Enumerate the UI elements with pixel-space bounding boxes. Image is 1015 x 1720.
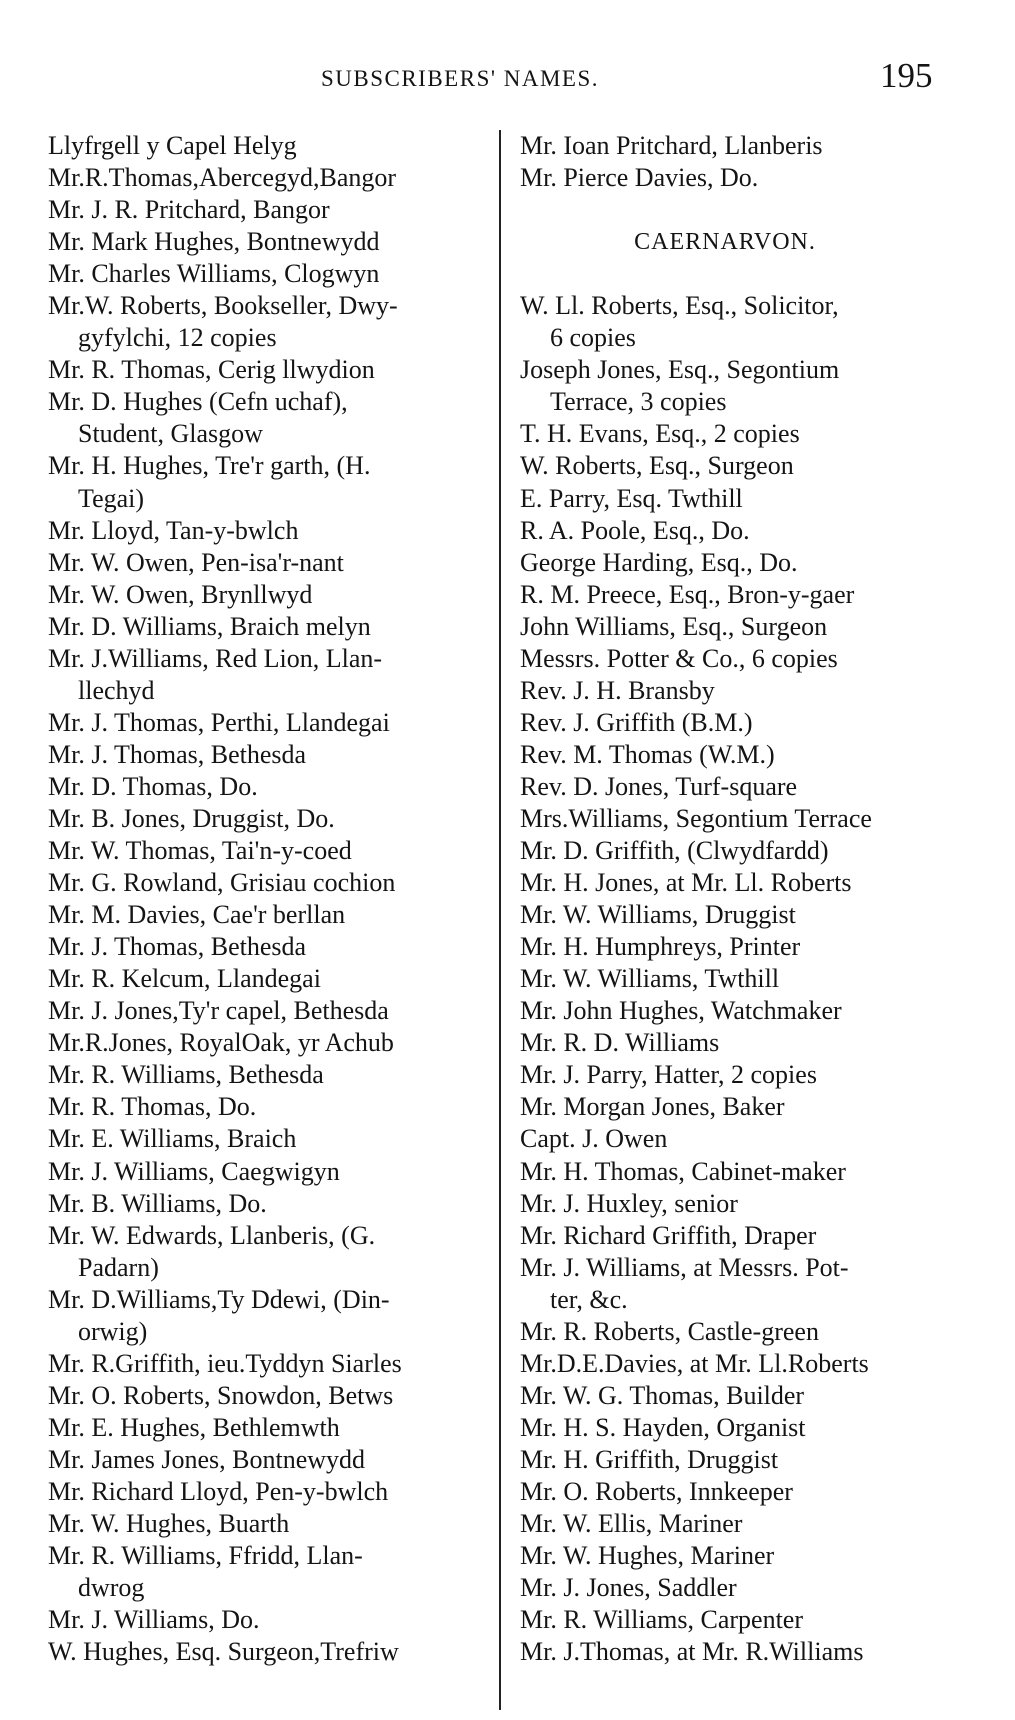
subscriber-entry-continuation: orwig) bbox=[78, 1316, 148, 1346]
subscriber-entry: Mr. R.Griffith, ieu.Tyddyn Siarles bbox=[48, 1348, 402, 1378]
subscriber-entry: Rev. J. H. Bransby bbox=[520, 675, 715, 705]
subscriber-entry: Mr. J. R. Pritchard, Bangor bbox=[48, 195, 330, 225]
subscriber-entry-continuation: llechyd bbox=[78, 675, 155, 705]
subscriber-entry: Mr. J. Jones,Ty'r capel, Bethesda bbox=[48, 996, 389, 1026]
subscriber-entry: Mr. D. Williams, Braich melyn bbox=[48, 611, 371, 641]
subscriber-entry: John Williams, Esq., Surgeon bbox=[520, 611, 828, 641]
subscriber-entry-continuation: ter, &c. bbox=[550, 1284, 628, 1314]
subscriber-entry: Mr. D.Williams,Ty Ddewi, (Din- bbox=[48, 1284, 390, 1314]
subscriber-entry: Mr. D. Thomas, Do. bbox=[48, 771, 258, 801]
page-number: 195 bbox=[880, 56, 933, 95]
subscriber-entry: R. M. Preece, Esq., Bron-y-gaer bbox=[520, 579, 855, 609]
subscriber-entry: Mr. E. Williams, Braich bbox=[48, 1124, 297, 1154]
subscriber-entry: Mr. H. Thomas, Cabinet-maker bbox=[520, 1156, 846, 1186]
subscriber-entry: Mr. J.Williams, Red Lion, Llan- bbox=[48, 643, 383, 673]
subscriber-entry: Mr. Morgan Jones, Baker bbox=[520, 1092, 785, 1122]
subscriber-entry: Mr. W. Williams, Twthill bbox=[520, 964, 780, 994]
subscriber-entry: Mr. James Jones, Bontnewydd bbox=[48, 1444, 366, 1474]
subscriber-entry: Mr. B. Williams, Do. bbox=[48, 1188, 267, 1218]
subscriber-entry: Mr. O. Roberts, Innkeeper bbox=[520, 1476, 793, 1506]
right-column-caernarvon-list bbox=[520, 290, 950, 1668]
subscriber-entry: Mr. W. Hughes, Mariner bbox=[520, 1541, 775, 1571]
subscriber-entry: Mr. Lloyd, Tan-y-bwlch bbox=[48, 515, 299, 545]
subscriber-entry: Mr. D. Hughes (Cefn uchaf), bbox=[48, 387, 348, 417]
subscriber-entry: Mr. H. Griffith, Druggist bbox=[520, 1444, 779, 1474]
section-heading-caernarvon: CAERNARVON. bbox=[634, 229, 816, 256]
subscriber-entry: Mr.D.E.Davies, at Mr. Ll.Roberts bbox=[520, 1348, 869, 1378]
subscriber-entry: Mr. Ioan Pritchard, Llanberis bbox=[520, 131, 823, 160]
subscriber-entry-continuation: Padarn) bbox=[78, 1252, 159, 1282]
subscriber-entry: Mr. G. Rowland, Grisiau cochion bbox=[48, 868, 396, 898]
subscriber-entry: Mr. R. Kelcum, Llandegai bbox=[48, 964, 321, 994]
subscriber-entry: W. Hughes, Esq. Surgeon,Trefriw bbox=[48, 1637, 399, 1667]
subscriber-entry: Mr. Richard Griffith, Draper bbox=[520, 1220, 817, 1250]
subscriber-entry: R. A. Poole, Esq., Do. bbox=[520, 515, 750, 545]
subscriber-entry: Rev. J. Griffith (B.M.) bbox=[520, 707, 753, 737]
subscriber-entry: Mr. J. Thomas, Bethesda bbox=[48, 932, 307, 962]
subscriber-entry-continuation: Tegai) bbox=[78, 483, 145, 513]
subscriber-entry: Mr. John Hughes, Watchmaker bbox=[520, 996, 842, 1026]
subscriber-entry: E. Parry, Esq. Twthill bbox=[520, 483, 743, 513]
subscriber-entry: Mr. W. Owen, Brynllwyd bbox=[48, 579, 313, 609]
subscriber-entry: Mr. J. Williams, Do. bbox=[48, 1605, 260, 1635]
subscriber-entry: W. Ll. Roberts, Esq., Solicitor, bbox=[520, 291, 839, 321]
subscriber-entry-continuation: 6 copies bbox=[550, 323, 636, 353]
subscriber-entry: Mr. W. Ellis, Mariner bbox=[520, 1509, 743, 1539]
blank-line bbox=[520, 194, 950, 226]
subscriber-entry: Mr. J. Parry, Hatter, 2 copies bbox=[520, 1060, 817, 1090]
subscriber-entry: Mr. M. Davies, Cae'r berllan bbox=[48, 900, 346, 930]
subscriber-entry: Mr.R.Thomas,Abercegyd,Bangor bbox=[48, 163, 397, 193]
subscriber-entry: Mr. H. Humphreys, Printer bbox=[520, 932, 801, 962]
subscriber-entry: Mr. D. Griffith, (Clwydfardd) bbox=[520, 836, 829, 866]
subscriber-entry: Mr. J. Thomas, Bethesda bbox=[48, 739, 307, 769]
subscriber-entry: Mr. J.Thomas, at Mr. R.Williams bbox=[520, 1637, 864, 1667]
subscriber-entry: Mr. W. G. Thomas, Builder bbox=[520, 1380, 805, 1410]
subscriber-entry: Mr. J. Huxley, senior bbox=[520, 1188, 738, 1218]
subscriber-entry: Mr. R. Williams, Ffridd, Llan- bbox=[48, 1541, 363, 1571]
subscriber-entry: Mr. O. Roberts, Snowdon, Betws bbox=[48, 1380, 394, 1410]
subscriber-entry: Mr. J. Thomas, Perthi, Llandegai bbox=[48, 707, 390, 737]
subscriber-entry: Mr. Richard Lloyd, Pen-y-bwlch bbox=[48, 1476, 389, 1506]
subscriber-entry: Mr. W. Edwards, Llanberis, (G. bbox=[48, 1220, 376, 1250]
subscriber-entry: Mr. Mark Hughes, Bontnewydd bbox=[48, 227, 380, 257]
subscriber-entry: George Harding, Esq., Do. bbox=[520, 547, 798, 577]
subscriber-entry: Llyfrgell y Capel Helyg bbox=[48, 131, 297, 160]
subscriber-entry: Mr. E. Hughes, Bethlemwth bbox=[48, 1412, 340, 1442]
subscriber-entry: W. Roberts, Esq., Surgeon bbox=[520, 451, 794, 481]
subscriber-entry: T. H. Evans, Esq., 2 copies bbox=[520, 419, 800, 449]
subscriber-entry: Mr. R. Roberts, Castle-green bbox=[520, 1316, 819, 1346]
subscriber-entry: Joseph Jones, Esq., Segontium bbox=[520, 355, 840, 385]
subscriber-entry: Mr. Charles Williams, Clogwyn bbox=[48, 259, 380, 289]
subscriber-entry: Rev. M. Thomas (W.M.) bbox=[520, 739, 775, 769]
blank-line bbox=[520, 258, 950, 290]
subscriber-entry: Mr. R. D. Williams bbox=[520, 1028, 720, 1058]
subscriber-entry: Mr. J. Jones, Saddler bbox=[520, 1573, 737, 1603]
subscriber-entry-continuation: dwrog bbox=[78, 1573, 145, 1603]
subscriber-entry-continuation: Student, Glasgow bbox=[78, 419, 263, 449]
subscriber-entry: Mr. W. Hughes, Buarth bbox=[48, 1509, 290, 1539]
subscriber-entry: Messrs. Potter & Co., 6 copies bbox=[520, 643, 838, 673]
subscriber-entry: Mr. J. Williams, Caegwigyn bbox=[48, 1156, 340, 1186]
subscriber-entry: Mrs.Williams, Segontium Terrace bbox=[520, 803, 872, 833]
subscriber-entry: Rev. D. Jones, Turf-square bbox=[520, 771, 798, 801]
subscriber-entry: Mr. W. Williams, Druggist bbox=[520, 900, 796, 930]
subscriber-entry: Mr.W. Roberts, Bookseller, Dwy- bbox=[48, 291, 398, 321]
subscriber-entry: Mr. Pierce Davies, Do. bbox=[520, 163, 759, 193]
subscriber-entry: Mr. W. Owen, Pen-isa'r-nant bbox=[48, 547, 344, 577]
left-column bbox=[48, 130, 488, 1668]
subscriber-entry: Mr.R.Jones, RoyalOak, yr Achub bbox=[48, 1028, 394, 1058]
subscriber-entry: Mr. R. Thomas, Cerig llwydion bbox=[48, 355, 375, 385]
subscriber-entry: Mr. R. Williams, Carpenter bbox=[520, 1605, 803, 1635]
subscriber-entry: Mr. H. S. Hayden, Organist bbox=[520, 1412, 806, 1442]
right-column-top-list bbox=[520, 130, 950, 194]
subscriber-entry: Capt. J. Owen bbox=[520, 1124, 668, 1154]
subscriber-entry: Mr. J. Williams, at Messrs. Pot- bbox=[520, 1252, 849, 1282]
page-header-title: SUBSCRIBERS' NAMES. bbox=[320, 66, 600, 91]
right-column bbox=[520, 130, 950, 1668]
subscriber-entry-continuation: gyfylchi, 12 copies bbox=[78, 323, 277, 353]
subscriber-entry: Mr. R. Thomas, Do. bbox=[48, 1092, 257, 1122]
subscriber-entry: Mr. W. Thomas, Tai'n-y-coed bbox=[48, 836, 352, 866]
subscriber-entry: Mr. R. Williams, Bethesda bbox=[48, 1060, 324, 1090]
column-divider bbox=[499, 130, 501, 1710]
subscriber-entry: Mr. H. Hughes, Tre'r garth, (H. bbox=[48, 451, 371, 481]
subscriber-entry: Mr. B. Jones, Druggist, Do. bbox=[48, 803, 335, 833]
subscriber-entry-continuation: Terrace, 3 copies bbox=[550, 387, 727, 417]
subscriber-entry: Mr. H. Jones, at Mr. Ll. Roberts bbox=[520, 868, 852, 898]
